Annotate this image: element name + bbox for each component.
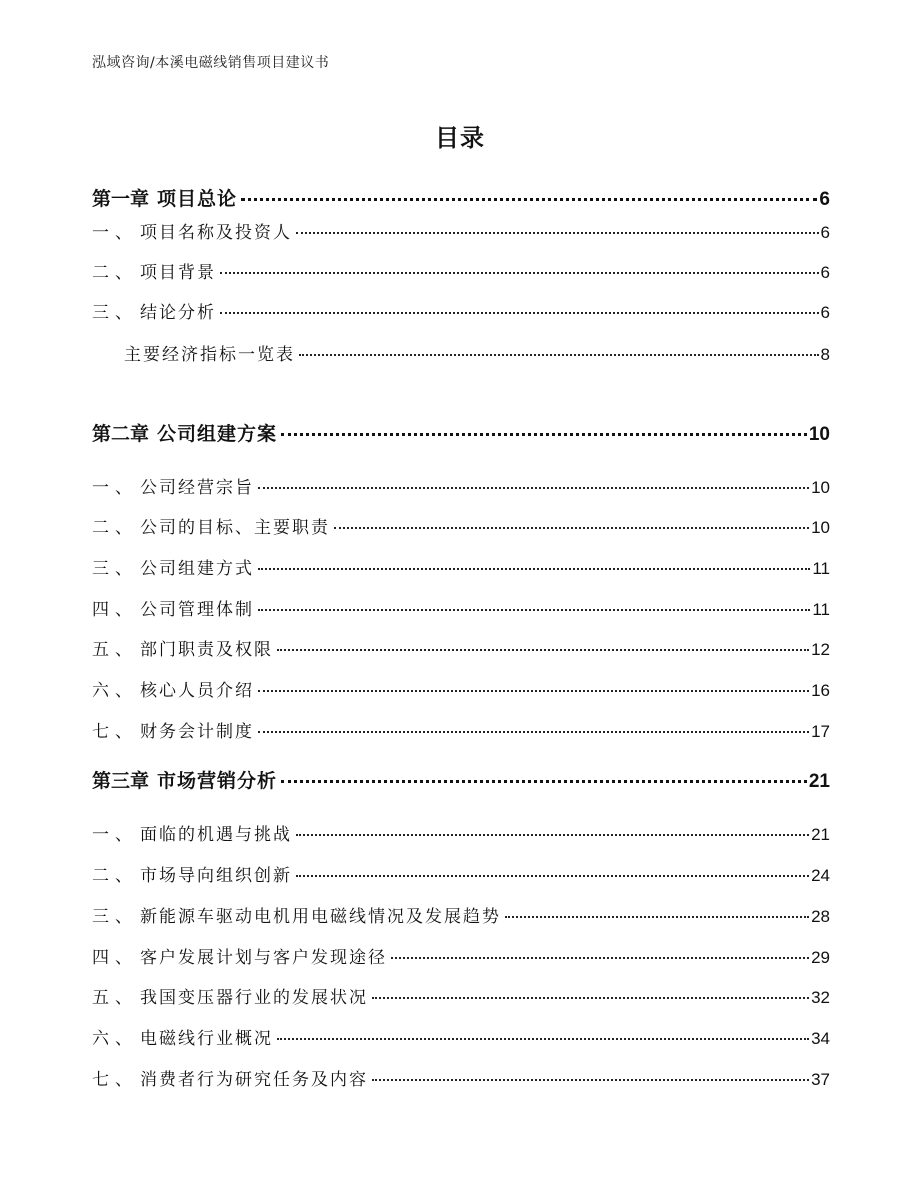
toc-page-number: 24 (811, 866, 830, 885)
toc-entry-number: 三、 (92, 303, 138, 323)
toc-entry-number: 六、 (92, 681, 138, 701)
toc-section-entry[interactable] (92, 258, 830, 283)
toc-section-entry[interactable] (92, 513, 830, 538)
toc-page-number: 6 (820, 223, 830, 242)
toc-leader-dots (220, 312, 819, 314)
toc-entry-label (92, 820, 294, 845)
toc-entry-label (92, 184, 239, 211)
toc-leader-dots (505, 916, 809, 918)
toc-chapter-entry[interactable] (92, 419, 830, 446)
toc-entry-text: 公司管理体制 (140, 600, 254, 620)
toc-entry-label (92, 473, 256, 498)
toc-entry-label (92, 340, 297, 365)
toc-page-number: 6 (819, 189, 830, 210)
toc-leader-dots (277, 1038, 809, 1040)
toc-page-number: 10 (808, 424, 830, 445)
toc-entry-number: 第二章 (92, 423, 150, 445)
toc-section-entry[interactable] (92, 717, 830, 742)
toc-leader-dots (372, 997, 809, 999)
toc-entry-number: 一、 (92, 223, 138, 243)
toc-entry-label (92, 258, 218, 283)
toc-entry-text: 消费者行为研究任务及内容 (140, 1070, 368, 1090)
toc-entry-text: 项目总论 (157, 188, 238, 210)
toc-entry-label (92, 513, 332, 538)
toc-section-entry[interactable] (92, 473, 830, 498)
toc-entry-label (92, 298, 218, 323)
toc-entry-text: 电磁线行业概况 (140, 1029, 273, 1049)
toc-page-number: 10 (811, 518, 830, 537)
toc-entry-text: 公司经营宗旨 (140, 478, 254, 498)
toc-entry-label (92, 595, 256, 620)
toc-entry-text: 公司组建方式 (140, 559, 254, 579)
toc-page-number: 32 (811, 988, 830, 1007)
toc-entry-label (92, 419, 279, 446)
toc-entry-label (92, 218, 294, 243)
toc-entry-text: 财务会计制度 (140, 722, 254, 742)
toc-section-entry[interactable] (92, 298, 830, 323)
toc-page-number: 11 (812, 600, 830, 619)
toc-entry-text: 新能源车驱动电机用电磁线情况及发展趋势 (140, 907, 501, 927)
toc-entry-label (92, 676, 256, 701)
toc-entry-text: 部门职责及权限 (140, 640, 273, 660)
toc-section-entry[interactable] (92, 983, 830, 1008)
toc-page-number: 17 (811, 722, 830, 741)
toc-page-number: 10 (811, 478, 830, 497)
toc-entry-text: 客户发展计划与客户发现途径 (140, 948, 387, 968)
toc-page-number: 34 (811, 1029, 830, 1048)
toc-page-number: 28 (811, 907, 830, 926)
toc-entry-number: 四、 (92, 948, 138, 968)
toc-entry-text: 结论分析 (140, 303, 216, 323)
toc-entry-label (92, 983, 370, 1008)
toc-entry-number: 七、 (92, 1070, 138, 1090)
toc-entry-text: 核心人员介绍 (140, 681, 254, 701)
toc-entry-number: 四、 (92, 600, 138, 620)
toc-entry-text: 主要经济指标一览表 (124, 345, 295, 365)
toc-page-number: 8 (820, 345, 830, 364)
toc-section-entry[interactable] (92, 676, 830, 701)
toc-leader-dots (334, 527, 809, 529)
toc-entry-number: 第三章 (92, 770, 150, 792)
toc-entry-number: 二、 (92, 518, 138, 538)
toc-entry-text: 项目背景 (140, 263, 216, 283)
toc-page-number: 21 (808, 771, 830, 792)
toc-section-entry[interactable] (92, 635, 830, 660)
toc-section-entry[interactable] (92, 820, 830, 845)
toc-section-entry[interactable] (92, 340, 830, 365)
toc-entry-label (92, 861, 294, 886)
toc-leader-dots (277, 649, 809, 651)
toc-page-number: 37 (811, 1070, 830, 1089)
toc-entry-label (92, 635, 275, 660)
toc-page-number: 16 (811, 681, 830, 700)
toc-leader-dots (258, 731, 809, 733)
toc-page-number: 29 (811, 948, 830, 967)
toc-section-entry[interactable] (92, 595, 830, 620)
toc-entry-number: 五、 (92, 988, 138, 1008)
toc-entry-number: 三、 (92, 907, 138, 927)
toc-leader-dots (241, 198, 817, 201)
toc-leader-dots (258, 568, 810, 570)
toc-entry-number: 五、 (92, 640, 138, 660)
toc-leader-dots (296, 875, 809, 877)
toc-entry-text: 市场营销分析 (157, 770, 278, 792)
toc-entry-number: 六、 (92, 1029, 138, 1049)
toc-section-entry[interactable] (92, 218, 830, 243)
toc-page-number: 11 (812, 559, 830, 578)
toc-entry-number: 七、 (92, 722, 138, 742)
toc-chapter-entry[interactable] (92, 184, 830, 211)
toc-entry-label (92, 1065, 370, 1090)
toc-page-number: 21 (811, 825, 830, 844)
toc-page-number: 6 (820, 263, 830, 282)
toc-section-entry[interactable] (92, 902, 830, 927)
toc-leader-dots (258, 690, 809, 692)
toc-section-entry[interactable] (92, 554, 830, 579)
toc-section-entry[interactable] (92, 1065, 830, 1090)
toc-entry-number: 三、 (92, 559, 138, 579)
toc-title: 目录 (435, 124, 485, 152)
toc-entry-number: 二、 (92, 866, 138, 886)
toc-section-entry[interactable] (92, 1024, 830, 1049)
toc-entry-number: 第一章 (92, 188, 150, 210)
toc-leader-dots (296, 834, 809, 836)
toc-leader-dots (281, 433, 807, 436)
toc-entry-number: 一、 (92, 825, 138, 845)
toc-leader-dots (391, 957, 809, 959)
toc-page-number: 12 (811, 640, 830, 659)
toc-entry-label (92, 1024, 275, 1049)
toc-entry-text: 我国变压器行业的发展状况 (140, 988, 368, 1008)
toc-entry-text: 面临的机遇与挑战 (140, 825, 292, 845)
toc-leader-dots (299, 354, 819, 356)
toc-leader-dots (258, 609, 810, 611)
toc-entry-text: 项目名称及投资人 (140, 223, 292, 243)
toc-entry-label (92, 943, 389, 968)
toc-leader-dots (296, 232, 819, 234)
toc-page-number: 6 (820, 303, 830, 322)
toc-entry-number: 二、 (92, 263, 138, 283)
toc-entry-label (92, 902, 503, 927)
toc-entry-text: 公司的目标、主要职责 (140, 518, 330, 538)
toc-leader-dots (281, 780, 807, 783)
toc-entry-text: 公司组建方案 (157, 423, 278, 445)
toc-entry-label (92, 766, 279, 793)
toc-section-entry[interactable] (92, 861, 830, 886)
toc-leader-dots (372, 1079, 809, 1081)
toc-entry-label (92, 717, 256, 742)
toc-chapter-entry[interactable] (92, 766, 830, 793)
toc-entry-number: 一、 (92, 478, 138, 498)
toc-entry-text: 市场导向组织创新 (140, 866, 292, 886)
toc-leader-dots (258, 487, 809, 489)
running-header: 泓域咨询/本溪电磁线销售项目建议书 (92, 55, 330, 71)
toc-section-entry[interactable] (92, 943, 830, 968)
toc-leader-dots (220, 272, 819, 274)
toc-entry-label (92, 554, 256, 579)
